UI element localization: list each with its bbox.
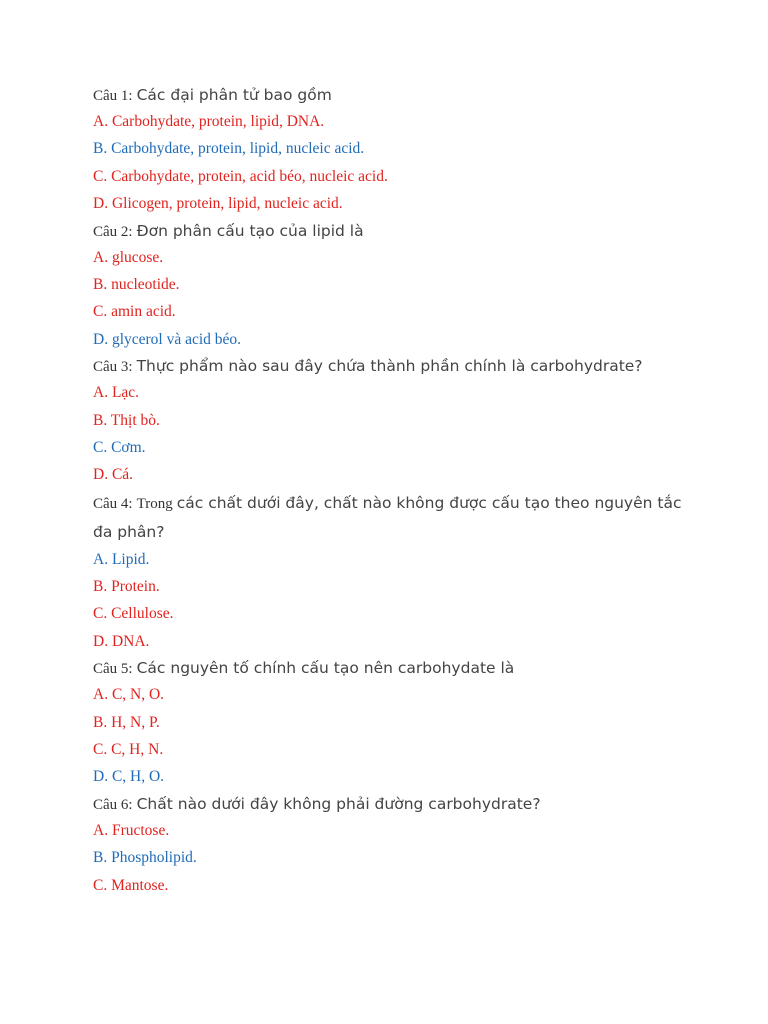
option-a: A. Carbohydate, protein, lipid, DNA. — [93, 113, 325, 130]
question-2 — [93, 222, 693, 242]
option-d: D. C, H, O. — [93, 768, 165, 786]
question-number: Câu 2: — [93, 223, 133, 240]
option-d: D. DNA. — [93, 632, 150, 650]
question-number: Câu 3: — [93, 359, 133, 376]
question-3 — [93, 357, 693, 377]
question-text: Thực phẩm nào sau đây chứa thành phần chính là carbohydrate? — [136, 357, 643, 376]
question-number: Câu 5: — [93, 661, 133, 678]
option-c: C. Cellulose. — [93, 605, 174, 623]
question-number: Câu 1: — [93, 88, 133, 104]
option-d: D. Cá. — [93, 466, 134, 484]
option-b: B. Carbohydate, protein, lipid, nucleic acid. — [93, 140, 365, 158]
question-lead-word: Trong — [136, 495, 173, 512]
question-text: Các đại phân tử bao gồm — [136, 86, 332, 104]
option-c: C. Carbohydate, protein, acid béo, nucleic acid. — [93, 167, 388, 185]
question-4 — [93, 489, 693, 547]
option-a: A. Lạc. — [93, 384, 140, 402]
option-a: A. glucose. — [93, 248, 164, 266]
question-number: Câu 4: — [93, 495, 133, 512]
option-d: D. glycerol và acid béo. — [93, 330, 242, 348]
question-text: các chất dưới đây, chất nào không được cấu tạo theo nguyên tắc đa phân? — [93, 493, 682, 541]
option-a: A. Lipid. — [93, 550, 150, 568]
question-1 — [93, 86, 693, 106]
question-6 — [93, 795, 693, 815]
option-c: C. C, H, N. — [93, 741, 164, 759]
option-b: B. nucleotide. — [93, 275, 180, 293]
option-d: D. Glicogen, protein, lipid, nucleic acid. — [93, 195, 343, 213]
option-a: A. C, N, O. — [93, 686, 165, 704]
quiz-document — [93, 86, 693, 903]
option-c: C. Mantose. — [93, 876, 169, 894]
option-b: B. Thịt bò. — [93, 411, 160, 429]
option-b: B. Phospholipid. — [93, 849, 197, 867]
option-c: C. amin acid. — [93, 303, 176, 321]
option-b: B. Protein. — [93, 578, 160, 596]
option-b: B. H, N, P. — [93, 713, 160, 731]
question-5 — [93, 659, 693, 679]
option-c: C. Cơm. — [93, 438, 146, 456]
question-text: Chất nào dưới đây không phải đường carbohydrate? — [136, 794, 541, 813]
question-text: Các nguyên tố chính cấu tạo nên carbohydate là — [136, 659, 515, 678]
option-a: A. Fructose. — [93, 821, 170, 839]
question-number: Câu 6: — [93, 796, 133, 813]
question-text: Đơn phân cấu tạo của lipid là — [136, 221, 364, 240]
